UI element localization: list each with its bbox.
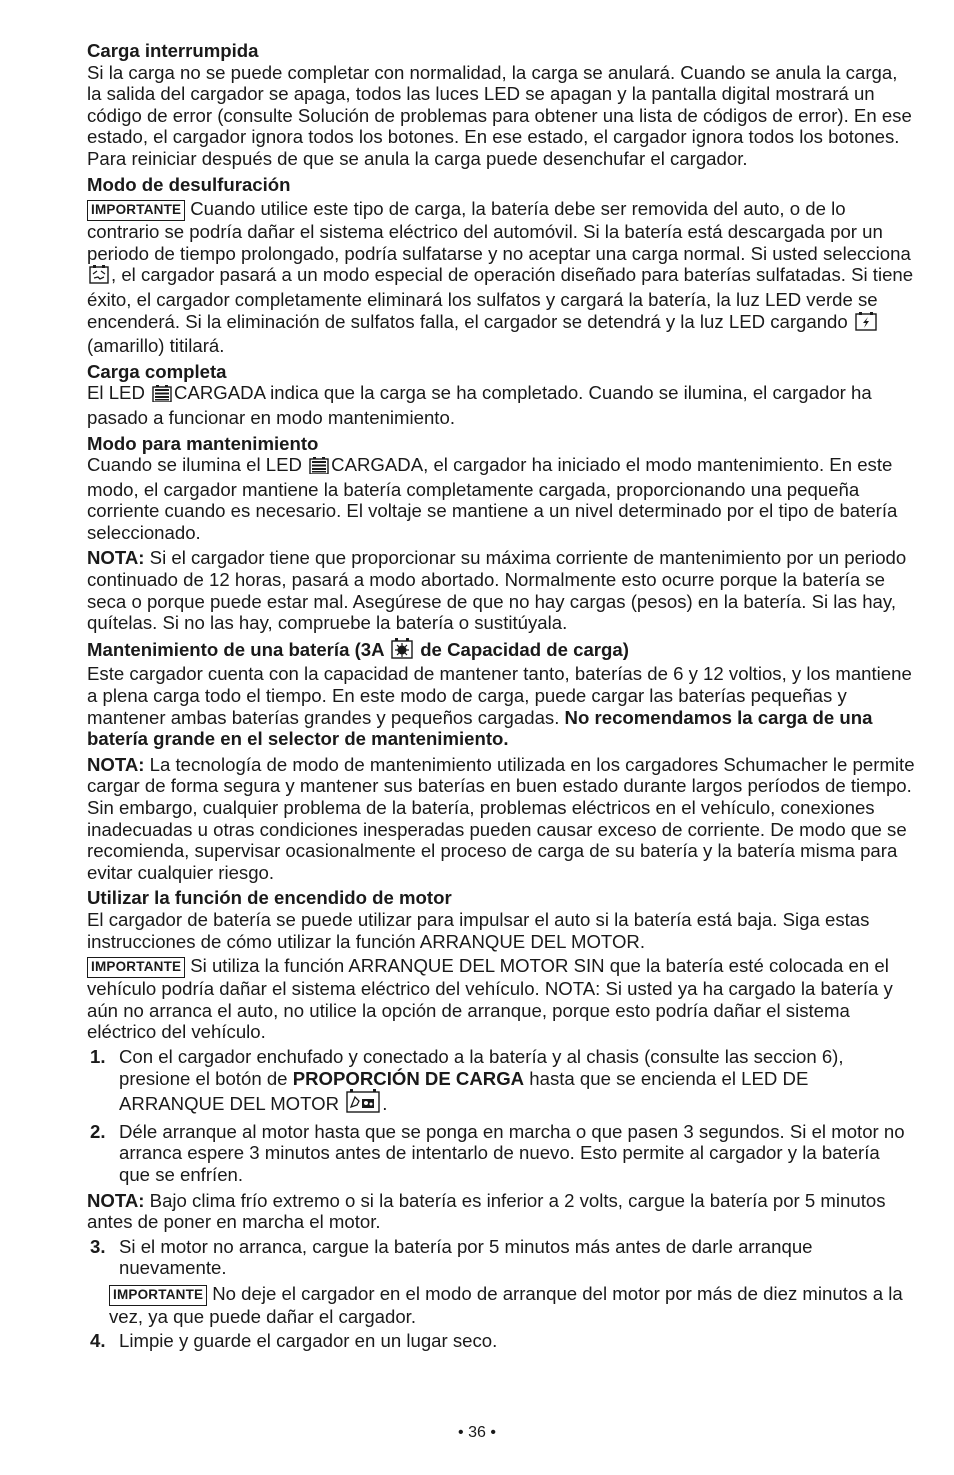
desulfuracion-text-c: (amarillo) titilará. (87, 335, 225, 357)
heading-mantenimiento: Modo para mantenimiento (87, 432, 319, 454)
heading-carga-completa: Carga completa (87, 360, 227, 382)
note-mantenimiento-bateria (87, 754, 915, 884)
page-number: • 36 • (458, 1424, 496, 1441)
desulfation-icon (89, 265, 109, 289)
step-2 (87, 1121, 915, 1186)
charged-icon (309, 457, 329, 479)
note-encendido (87, 1190, 915, 1233)
paragraph-encendido-intro: El cargador de batería se puede utilizar para impulsar el auto si la batería está baja. Siga estas instrucciones de cómo utilizar la función ARRANQUE DEL MOTOR. (87, 908, 870, 952)
mantenimiento-bateria-text: Este cargador cuenta con la capacidad de mantener tanto, baterías de 6 y 12 voltios, y los mantiene a plena carga todo el tiempo. En este modo de carga, puede cargar las baterías pequeñas y mantener ambas baterías grandes y pequeños cargadas. (87, 663, 912, 728)
step-1-end: . (382, 1093, 388, 1115)
important-label: IMPORTANTE (87, 200, 185, 221)
paragraph-mantenimiento-bateria (87, 663, 915, 749)
paragraph-carga-completa (87, 382, 915, 428)
charged-icon (152, 385, 172, 407)
important-text: Si utiliza la función ARRANQUE DEL MOTOR SIN que la batería esté colocada en el vehículo podría dañar el sistema eléctrico del vehículo. NOTA: Si usted ya ha cargado la batería y aún no arranca el auto, no utilice la opción de arranque, porque esto podría dañar el sistema eléctrico del vehículo. (87, 955, 893, 1043)
mantenimiento-bateria-bold: No recomendamos la carga de una batería grande en el selector de mantenimiento. (87, 706, 873, 750)
steps-list-continued (87, 1236, 915, 1279)
note-mantenimiento (87, 547, 915, 633)
mantenimiento-text-b: CARGADA, el cargador ha iniciado el modo mantenimiento. En este modo, el cargador mantiene la batería completamente cargada, proporcionando una pequeña corriente cuando es necesario. El voltaje se mantiene a un nivel determinado por el tipo de batería seleccionado. (87, 454, 898, 543)
note-label: NOTA: (87, 547, 145, 569)
carga-completa-text-b: CARGADA indica que la carga se ha completado. Cuando se ilumina, el cargador ha pasado a funcionar en modo mantenimiento. (87, 382, 872, 428)
paragraph-mantenimiento (87, 454, 915, 543)
step-1-bold: PROPORCIÓN DE CARGA (292, 1067, 525, 1089)
maintain-icon (391, 638, 413, 664)
step-number: 4. (90, 1330, 106, 1352)
heading-carga-interrumpida: Carga interrumpida (87, 40, 259, 61)
charging-icon (855, 312, 877, 336)
paragraph-encendido-importante (87, 955, 915, 1043)
heading-mantenimiento-bateria-a: Mantenimiento de una batería (3A (87, 638, 384, 660)
desulfuracion-text-a: Cuando utilice este tipo de carga, la batería debe ser removida del auto, o de lo contrario se podría dañar el sistema eléctrico del automóvil. Si la batería está descargada por un periodo de tiempo prolongado, podría sulfatarse y no aceptar una carga normal. Si usted selecciona (87, 198, 911, 264)
note-label: NOTA: (87, 753, 145, 775)
note-text: Si el cargador tiene que proporcionar su máxima corriente de mantenimiento por un periodo continuado de 12 horas, pasará a modo abortado. Normalmente esto ocurre porque la batería se seca o porque puede estar mal. Asegúrese de que no hay cargas (pesos) en la batería. Si las hay, quítelas. Si no las hay, compruebe la batería o sustitúyala. (87, 547, 907, 634)
note-label: NOTA: (87, 1189, 145, 1211)
step-4 (87, 1330, 915, 1352)
note-text: Bajo clima frío extremo o si la batería es inferior a 2 volts, cargue la batería por 5 minutos antes de poner en marcha el motor. (87, 1189, 886, 1233)
mantenimiento-text-a: Cuando se ilumina el LED (87, 454, 302, 476)
step-1-text-a: Con el cargador enchufado y conectado a la batería y al chasis (consulte las seccion 6), presione el botón de (119, 1045, 844, 1089)
paragraph-carga-interrumpida: Si la carga no se puede completar con normalidad, la carga se anulará. Cuando se anula la carga, la salida del cargador se apaga, todos las luces LED se apagan y la pantalla digital mostrará un código de error (consulte Solución de problemas para obtener una lista de códigos de error). En ese estado, el cargador ignora todos los botones. En ese estado, el cargador ignora todos los botones. Para reiniciar después de que se anula la carga puede desenchufar el cargador. (87, 61, 912, 169)
desulfuracion-text-b: , el cargador pasará a un modo especial de operación diseñado para baterías sulfatadas. Si tiene éxito, el cargador completamente eliminará los sulfatos y cargará la batería, la luz LED verde se encenderá. Si la eliminación de sulfatos falla, el cargador se detendrá y la luz LED cargando (87, 264, 914, 332)
note-text: La tecnología de modo de mantenimiento utilizada en los cargadores Schumacher le permite cargar de forma segura y mantener sus baterías en buen estado durante largos períodos de tiempo. Sin embargo, cualquier problema de la batería, problemas eléctricos en el vehículo, conexiones inadecuadas u otras condiciones inesperadas pueden causar exceso de corriente. De modo que se recomienda, supervisar ocasionalmente el proceso de carga de su batería y la batería misma para evitar cualquier riesgo. (87, 753, 915, 883)
important-text: No deje el cargador en el modo de arranque del motor por más de diez minutos a la vez, ya que puede dañar el cargador. (109, 1282, 903, 1327)
step-1 (87, 1046, 915, 1118)
heading-desulfuracion: Modo de desulfuración (87, 173, 291, 195)
important-label: IMPORTANTE (87, 957, 185, 978)
steps-list-final (87, 1330, 915, 1352)
heading-mantenimiento-bateria (87, 638, 915, 664)
step-3-text: Si el motor no arranca, cargue la batería por 5 minutos más antes de darle arranque nuevamente. (119, 1235, 813, 1279)
important-label: IMPORTANTE (109, 1285, 207, 1306)
heading-mantenimiento-bateria-b: de Capacidad de carga) (420, 638, 629, 660)
step-number: 3. (90, 1235, 106, 1257)
step-number: 2. (90, 1120, 106, 1142)
steps-list (87, 1046, 915, 1186)
engine-start-icon (346, 1089, 380, 1118)
step-3 (87, 1236, 915, 1279)
heading-encendido-motor: Utilizar la función de encendido de motor (87, 887, 452, 909)
manual-page (87, 40, 915, 1352)
step-1-text-b: hasta que se encienda el LED DE ARRANQUE DEL MOTOR (119, 1067, 809, 1115)
paragraph-importante-2 (87, 1283, 915, 1328)
step-4-text: Limpie y guarde el cargador en un lugar seco. (119, 1330, 498, 1352)
carga-completa-text-a: El LED (87, 382, 145, 404)
step-number: 1. (90, 1045, 106, 1067)
step-2-text: Déle arranque al motor hasta que se ponga en marcha o que pasen 3 segundos. Si el motor no arranca espere 3 minutos antes de intentarlo de nuevo. Esto permite al cargador y la batería que se enfríen. (119, 1120, 905, 1185)
paragraph-desulfuracion (87, 198, 915, 357)
